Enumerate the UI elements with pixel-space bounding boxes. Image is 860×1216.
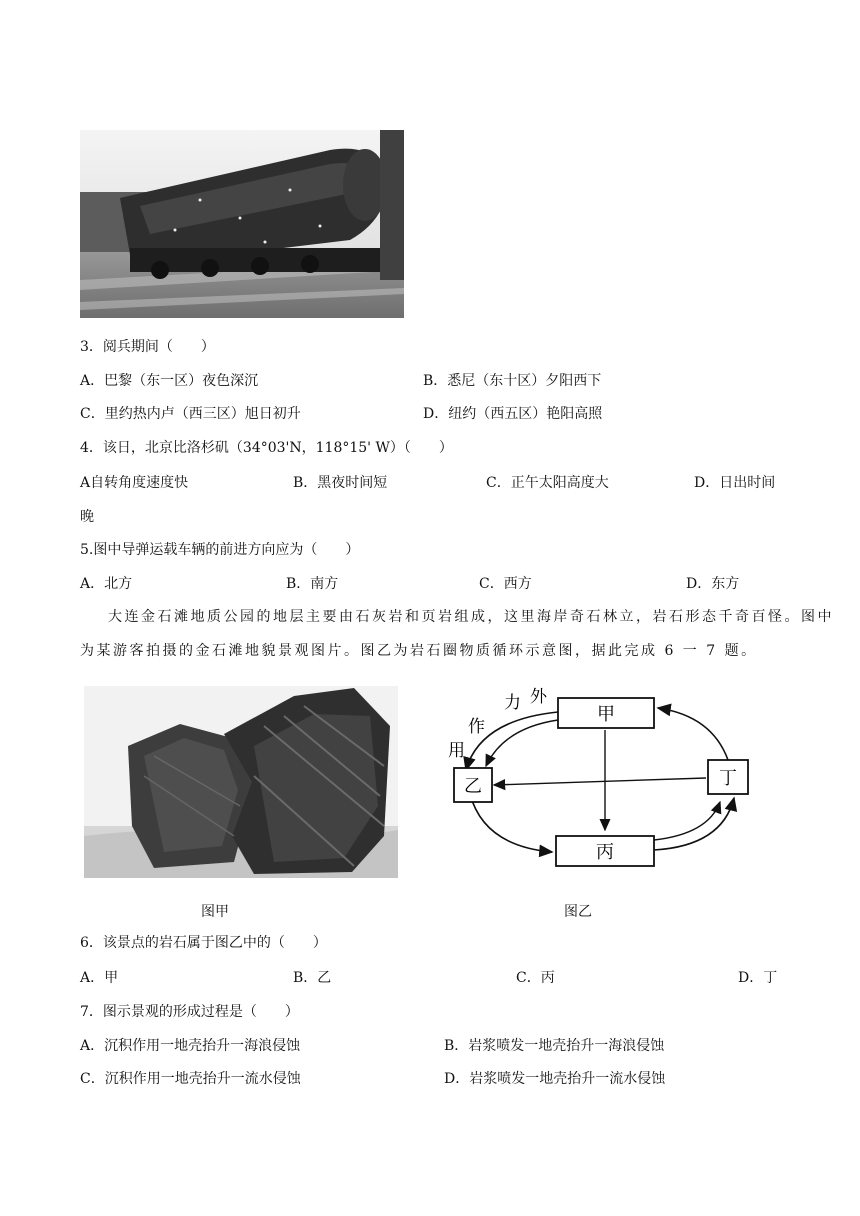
question-6-option-a: A．甲 [80, 970, 119, 986]
question-6-stem: 6．该景点的岩石属于图乙中的（ ） [80, 935, 327, 951]
figure-caption-yi: 图乙 [564, 904, 592, 920]
question-7-option-d: D．岩浆喷发一地壳抬升一流水侵蚀 [444, 1071, 666, 1087]
question-5-option-c: C．西方 [479, 576, 532, 592]
question-3-option-a: A．巴黎（东一区）夜色深沉 [80, 373, 259, 389]
diagram-label-char-2: 作 [468, 717, 485, 737]
question-7-option-b: B．岩浆喷发一地壳抬升一海浪侵蚀 [444, 1038, 665, 1054]
question-6-option-c: C．丙 [516, 970, 555, 986]
diagram-label-char-3: 力 [504, 693, 521, 713]
question-3-option-b: B．悉尼（东十区）夕阳西下 [423, 373, 602, 389]
question-3-option-d: D．纽约（西五区）艳阳高照 [423, 406, 603, 422]
question-4-option-b: B．黑夜时间短 [293, 475, 388, 491]
passage-line-1: 大连金石滩地质公园的地层主要由石灰岩和页岩组成，这里海岸奇石林立，岩石形态千奇百怪。图中 [108, 609, 834, 625]
question-6-option-b: B．乙 [293, 970, 332, 986]
question-4-option-d-continued: 晚 [80, 509, 94, 525]
question-4-option-d: D．日出时间 [694, 475, 776, 491]
question-5-stem: 5.图中导弹运载车辆的前进方向应为（ ） [80, 542, 360, 558]
diagram-box-yi [454, 768, 492, 802]
svg-text:丙: 丙 [596, 842, 614, 863]
svg-text:丁: 丁 [719, 768, 737, 789]
question-4-stem: 4．该日，北京比洛杉矶（34°03'N，118°15' W）（ ） [80, 440, 453, 456]
question-4-option-a: A自转角度速度快 [80, 475, 189, 491]
question-5-option-d: D．东方 [686, 576, 740, 592]
diagram-box-ding [708, 760, 748, 794]
rock-cycle-diagram [440, 686, 760, 878]
diagram-label-char-1: 用 [448, 741, 465, 761]
passage-line-2: 为某游客拍摄的金石滩地貌景观图片。图乙为岩石圈物质循环示意图，据此完成 6 一 7 题。 [80, 643, 758, 659]
diagram-box-jia [558, 698, 654, 728]
question-4-option-c: C．正午太阳高度大 [486, 475, 609, 491]
question-3-stem: 3．阅兵期间（ ） [80, 339, 215, 355]
question-6-option-d: D．丁 [738, 970, 778, 986]
question-7-option-c: C．沉积作用一地壳抬升一流水侵蚀 [80, 1071, 301, 1087]
diagram-label-char-4: 外 [530, 687, 547, 707]
diagram-box-bing [556, 836, 654, 866]
svg-text:乙: 乙 [464, 776, 482, 797]
missile-vehicle-photo [80, 130, 404, 318]
question-7-stem: 7．图示景观的形成过程是（ ） [80, 1004, 299, 1020]
figure-caption-jia: 图甲 [201, 904, 229, 920]
question-5-option-a: A．北方 [80, 576, 133, 592]
question-5-option-b: B．南方 [286, 576, 339, 592]
coastal-rock-photo [84, 686, 398, 878]
question-7-option-a: A．沉积作用一地壳抬升一海浪侵蚀 [80, 1038, 301, 1054]
question-3-option-c: C．里约热内卢（西三区）旭日初升 [80, 406, 301, 422]
svg-text:甲: 甲 [597, 704, 615, 725]
